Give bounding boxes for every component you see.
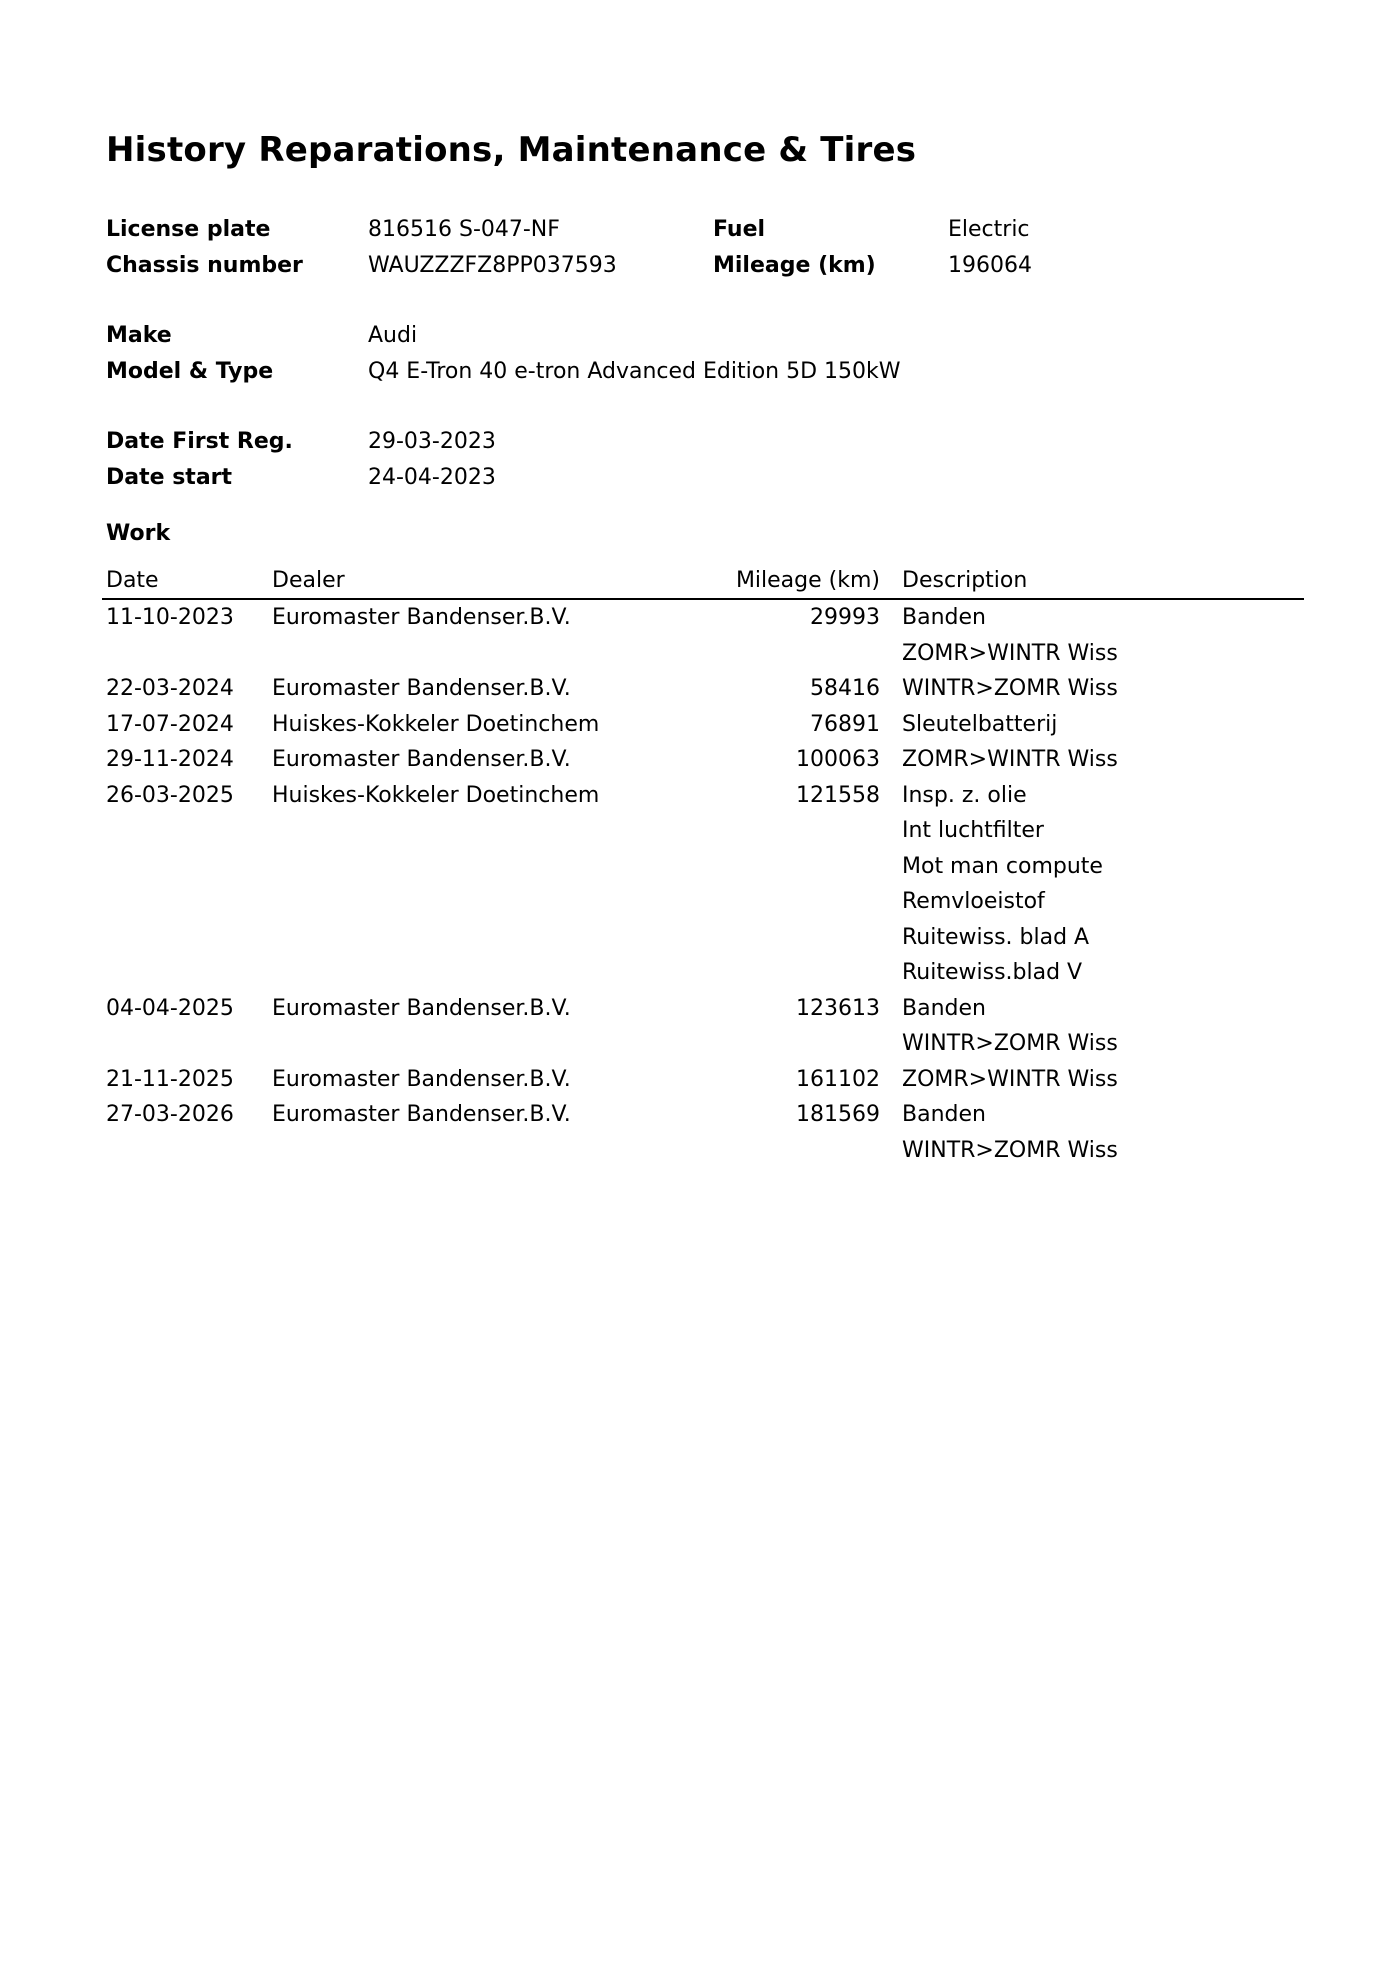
- cell-dealer: [268, 920, 716, 956]
- mileage-label: Mileage (km): [713, 253, 876, 278]
- cell-dealer: Euromaster Bandenser.B.V.: [272, 605, 571, 630]
- chassis-label: Chassis number: [106, 253, 303, 278]
- cell-date: [102, 1026, 268, 1062]
- table-row: [102, 1133, 1304, 1169]
- cell-mileage: [716, 813, 898, 849]
- cell-description: Int luchtfilter: [902, 818, 1044, 843]
- header-date: Date: [102, 564, 268, 599]
- fuel-label: Fuel: [713, 217, 766, 242]
- cell-mileage: 181569: [796, 1102, 880, 1127]
- cell-description: Remvloeistof: [902, 889, 1045, 914]
- page-title: History Reparations, Maintenance & Tires: [106, 130, 917, 170]
- make-value: Audi: [368, 323, 418, 348]
- license-plate-label: License plate: [106, 217, 271, 242]
- cell-mileage: 161102: [796, 1066, 880, 1092]
- cell-mileage: [716, 920, 898, 956]
- fuel-value: Electric: [948, 217, 1030, 242]
- mileage-value: 196064: [948, 253, 1032, 278]
- cell-date: [102, 636, 268, 672]
- cell-description: ZOMR>WINTR Wiss: [902, 1066, 1118, 1092]
- cell-dealer: Euromaster Bandenser.B.V.: [272, 1102, 571, 1127]
- cell-date: [102, 920, 268, 956]
- cell-mileage: [716, 849, 898, 885]
- cell-mileage: [716, 1026, 898, 1062]
- model-label: Model & Type: [106, 359, 274, 384]
- cell-description: Banden: [902, 605, 986, 630]
- cell-dealer: [268, 884, 716, 920]
- cell-date: [102, 884, 268, 920]
- cell-description: Banden: [902, 1102, 986, 1127]
- header-dealer: Dealer: [268, 564, 716, 599]
- cell-date: [102, 813, 268, 849]
- cell-description: Mot man compute: [902, 853, 1103, 879]
- cell-dealer: [268, 1133, 716, 1169]
- cell-mileage: [716, 1133, 898, 1169]
- cell-date: [102, 955, 268, 991]
- table-row: [102, 742, 1304, 778]
- work-section-title: Work: [106, 521, 171, 546]
- cell-mileage: 58416: [810, 676, 880, 701]
- cell-dealer: [268, 1026, 716, 1062]
- table-row: [102, 813, 1304, 849]
- cell-date: 29-11-2024: [106, 747, 234, 772]
- cell-dealer: Euromaster Bandenser.B.V.: [272, 747, 571, 772]
- table-row: [102, 849, 1304, 885]
- cell-dealer: Euromaster Bandenser.B.V.: [272, 995, 571, 1021]
- table-header-row: [102, 564, 1304, 599]
- header-mileage: Mileage (km): [716, 564, 898, 599]
- table-row: [102, 991, 1304, 1027]
- cell-description: Ruitewiss. blad A: [902, 924, 1090, 950]
- cell-description: Insp. z. olie: [902, 782, 1027, 808]
- cell-description: Banden: [902, 995, 986, 1021]
- header-description: Description: [898, 564, 1304, 599]
- cell-date: [102, 1133, 268, 1169]
- cell-mileage: 121558: [796, 782, 880, 808]
- license-plate-value: 816516 S-047-NF: [368, 217, 560, 242]
- cell-description: WINTR>ZOMR Wiss: [902, 676, 1118, 701]
- cell-date: 26-03-2025: [106, 782, 234, 808]
- cell-description: Ruitewiss.blad V: [902, 960, 1083, 985]
- first-reg-value: 29-03-2023: [368, 429, 496, 454]
- table-row: [102, 920, 1304, 956]
- table-row: [102, 1062, 1304, 1098]
- table-row: [102, 1097, 1304, 1133]
- model-value: Q4 E-Tron 40 e-tron Advanced Edition 5D 150kW: [368, 359, 901, 384]
- cell-date: 21-11-2025: [106, 1066, 234, 1092]
- cell-dealer: Huiskes-Kokkeler Doetinchem: [272, 782, 600, 808]
- cell-date: 22-03-2024: [106, 676, 234, 701]
- cell-mileage: 123613: [796, 995, 880, 1021]
- cell-mileage: [716, 636, 898, 672]
- table-row: [102, 1026, 1304, 1062]
- cell-dealer: Huiskes-Kokkeler Doetinchem: [272, 711, 600, 737]
- cell-mileage: 29993: [810, 605, 880, 630]
- cell-dealer: [268, 955, 716, 991]
- cell-date: 04-04-2025: [106, 995, 234, 1021]
- cell-mileage: 100063: [796, 747, 880, 772]
- table-row: [102, 955, 1304, 991]
- cell-description: WINTR>ZOMR Wiss: [902, 1031, 1118, 1056]
- cell-date: [102, 849, 268, 885]
- cell-mileage: 76891: [810, 711, 880, 737]
- table-row: [102, 599, 1304, 636]
- cell-date: 27-03-2026: [106, 1102, 234, 1127]
- cell-dealer: Euromaster Bandenser.B.V.: [272, 1066, 571, 1092]
- table-row: [102, 671, 1304, 707]
- cell-mileage: [716, 884, 898, 920]
- table-row: [102, 636, 1304, 672]
- date-start-value: 24-04-2023: [368, 465, 496, 490]
- table-row: [102, 707, 1304, 743]
- first-reg-label: Date First Reg.: [106, 429, 293, 454]
- cell-date: 11-10-2023: [106, 605, 234, 630]
- work-table: [102, 564, 1304, 1168]
- date-start-label: Date start: [106, 465, 233, 490]
- cell-dealer: [268, 636, 716, 672]
- table-row: [102, 884, 1304, 920]
- cell-description: Sleutelbatterij: [902, 711, 1058, 737]
- cell-dealer: [268, 849, 716, 885]
- make-label: Make: [106, 323, 172, 348]
- cell-description: WINTR>ZOMR Wiss: [902, 1137, 1118, 1163]
- chassis-value: WAUZZZFZ8PP037593: [368, 253, 617, 278]
- cell-description: ZOMR>WINTR Wiss: [902, 640, 1118, 666]
- cell-date: 17-07-2024: [106, 711, 234, 737]
- cell-mileage: [716, 955, 898, 991]
- cell-dealer: Euromaster Bandenser.B.V.: [272, 676, 571, 701]
- cell-dealer: [268, 813, 716, 849]
- table-row: [102, 778, 1304, 814]
- cell-description: ZOMR>WINTR Wiss: [902, 747, 1118, 772]
